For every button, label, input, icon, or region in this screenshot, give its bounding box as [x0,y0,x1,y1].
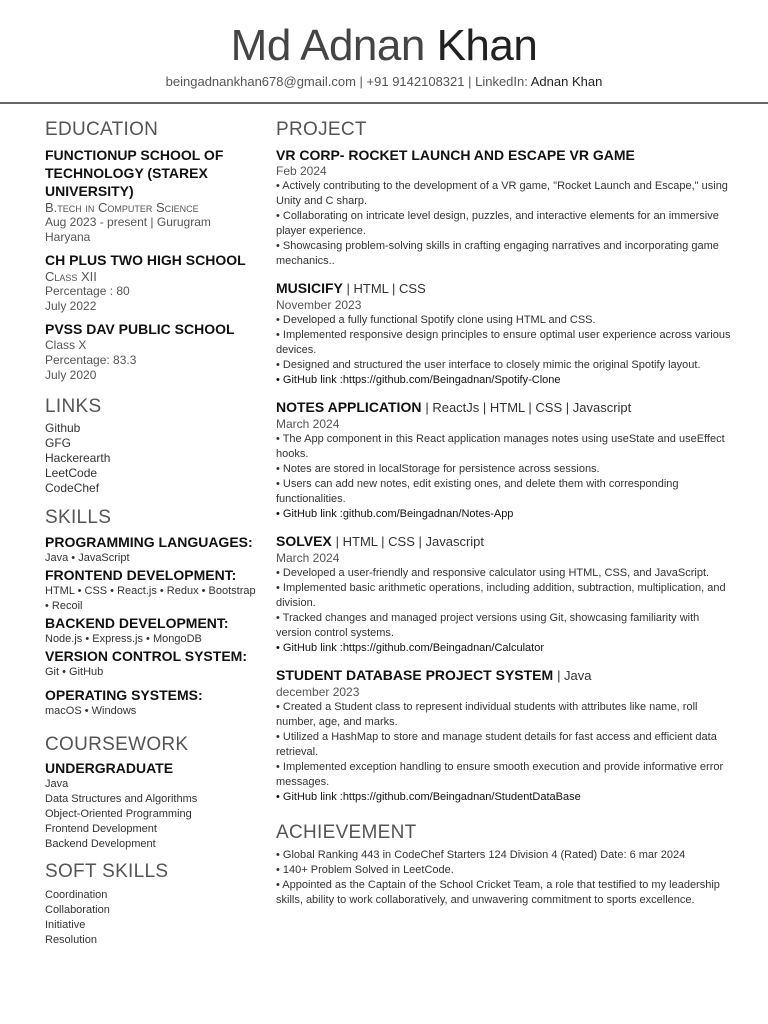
linkedin-link[interactable]: Adnan Khan [530,74,603,89]
edu-detail: Aug 2023 - present | Gurugram [45,215,211,229]
achievement-item: • Global Ranking 443 in CodeChef Starters 124 Division 4 (Rated) Date: 6 mar 2024 [276,849,686,861]
project-bullet: • Created a Student class to represent individual students with attributes like name, roll number, age, and marks. [276,701,698,728]
resume-header [0,20,768,89]
project-date: March 2024 [276,551,340,565]
skills-heading: SKILLS [45,507,112,528]
github-link[interactable]: • GitHub link :https://github.com/Beingadnan/Spotify-Clone [276,374,561,386]
project-bullet: • Developed a fully functional Spotify clone using HTML and CSS. [276,314,596,326]
project-date: Feb 2024 [276,164,327,178]
links-list [45,421,260,496]
project-item [276,532,736,656]
project-title [276,146,736,164]
link-hackerearth[interactable]: Hackerearth [45,451,111,465]
school-name: CH PLUS TWO HIGH SCHOOL [45,252,246,268]
project-item [276,146,736,269]
skill-group-title: OPERATING SYSTEMS: [45,687,203,703]
degree: Class X [45,338,87,352]
project-title [276,279,736,298]
edu-detail: July 2020 [45,368,97,382]
skill-group-items: Git • GitHub [45,666,104,678]
github-link[interactable]: • GitHub link :github.com/Beingadnan/Notes-App [276,508,514,520]
education-item [45,320,260,383]
skill-group-title: FRONTEND DEVELOPMENT: [45,567,237,583]
soft-skills-list [45,888,260,948]
project-name: SOLVEX [276,533,332,549]
contact-line [0,74,768,89]
link-github[interactable]: Github [45,421,81,435]
links-heading: LINKS [45,396,102,417]
project-bullet: • Showcasing problem-solving skills in crafting engaging narratives and incorporating game mechanics.. [276,240,719,267]
course-item: Object-Oriented Programming [45,808,192,820]
project-bullet: • Tracked changes and managed project versions using Git, showcasing familiarity with version control systems. [276,612,700,639]
skill-group-title: VERSION CONTROL SYSTEM: [45,648,247,664]
achievement-item: • 140+ Problem Solved in LeetCode. [276,864,454,876]
project-tech: | HTML | CSS [346,281,426,296]
course-item: Backend Development [45,838,156,850]
project-title [276,398,736,417]
soft-skill-item: Resolution [45,934,97,946]
project-bullet: • Designed and structured the user interface to closely mimic the original Spotify layout. [276,359,701,371]
skill-group-items: Node.js • Express.js • MongoDB [45,633,202,645]
soft-skills-heading: SOFT SKILLS [45,861,169,882]
github-link[interactable]: • GitHub link :https://github.com/Beingadnan/Calculator [276,642,544,654]
skill-group-title: BACKEND DEVELOPMENT: [45,615,229,631]
project-tech: | ReactJs | HTML | CSS | Javascript [425,400,632,415]
project-bullet: • Implemented responsive design principles to ensure optimal user experience across various devices. [276,329,731,356]
project-bullet: • The App component in this React application manages notes using useState and useEffect hooks. [276,433,725,460]
candidate-name [0,20,768,72]
achievement-heading: ACHIEVEMENT [276,822,417,843]
skill-group-title: PROGRAMMING LANGUAGES: [45,534,253,550]
project-name: MUSICIFY [276,280,343,296]
coursework-subheading: UNDERGRADUATE [45,760,174,776]
soft-skill-item: Coordination [45,889,108,901]
project-bullet: • Users can add new notes, edit existing ones, and delete them with corresponding functionalities. [276,478,679,505]
link-gfg[interactable]: GFG [45,436,71,450]
project-tech: | Java [557,668,592,683]
edu-detail: Percentage : 80 [45,284,130,298]
soft-skill-item: Collaboration [45,904,110,916]
degree: B.tech in Computer Science [45,200,199,215]
project-name: VR CORP- ROCKET LAUNCH AND ESCAPE VR GAME [276,147,635,163]
name-last: Khan [436,21,538,70]
project-bullet: • Notes are stored in localStorage for persistence across sessions. [276,463,600,475]
degree: Class XII [45,269,97,284]
project-bullet: • Actively contributing to the development of a VR game, "Rocket Launch and Escape," using Unity and C sharp. [276,180,728,207]
course-item: Frontend Development [45,823,157,835]
achievement-list [276,848,736,908]
skill-group-items: HTML • CSS • React.js • Redux • Bootstrap • Recoil [45,585,256,612]
project-heading: PROJECT [276,119,367,140]
skills-list [45,533,260,719]
edu-detail: Haryana [45,230,91,244]
name-first: Md Adnan [230,21,425,70]
right-column [276,118,736,908]
contact-info: beingadnankhan678@gmail.com | +91 9142108321 | LinkedIn: [165,74,528,89]
skill-group-items: macOS • Windows [45,705,137,717]
project-bullet: • Implemented exception handling to ensure smooth execution and provide informative error messages. [276,761,724,788]
achievement-item: • Appointed as the Captain of the School Cricket Team, a role that testified to my leadership skills, ability to work collaboratively, and unwavering commitment to sports excellence. [276,879,720,906]
soft-skill-item: Initiative [45,919,86,931]
education-heading: EDUCATION [45,119,159,140]
project-title [276,666,736,685]
project-date: december 2023 [276,685,360,699]
project-name: STUDENT DATABASE PROJECT SYSTEM [276,667,554,683]
course-item: Data Structures and Algorithms [45,793,198,805]
course-item: Java [45,778,69,790]
project-date: March 2024 [276,417,340,431]
project-bullet: • Collaborating on intricate level design, puzzles, and interactive elements for an immersive player experience. [276,210,719,237]
project-bullet: • Implemented basic arithmetic operations, including addition, subtraction, multiplication, and division. [276,582,726,609]
edu-detail: Percentage: 83.3 [45,353,137,367]
education-item [45,146,260,245]
project-date: November 2023 [276,298,362,312]
coursework-list [45,777,260,852]
skill-group-items: Java • JavaScript [45,552,130,564]
github-link[interactable]: • GitHub link :https://github.com/Beingadnan/StudentDataBase [276,791,581,803]
school-name: PVSS DAV PUBLIC SCHOOL [45,321,235,337]
project-title [276,532,736,551]
project-bullet: • Utilized a HashMap to store and manage student details for fast access and efficient data retrieval. [276,731,717,758]
link-leetcode[interactable]: LeetCode [45,466,98,480]
left-column [45,118,260,948]
project-name: NOTES APPLICATION [276,399,422,415]
project-item [276,279,736,388]
education-item [45,251,260,314]
school-name: FUNCTIONUP SCHOOL OF TECHNOLOGY (STAREX UNIVERSITY) [45,147,224,199]
project-bullet: • Developed a user-friendly and responsive calculator using HTML, CSS, and JavaScript. [276,567,710,579]
project-item [276,666,736,805]
header-divider [0,102,768,104]
coursework-heading: COURSEWORK [45,734,189,755]
project-tech: | HTML | CSS | Javascript [335,534,485,549]
edu-detail: July 2022 [45,299,97,313]
project-item [276,398,736,522]
link-codechef[interactable]: CodeChef [45,481,100,495]
